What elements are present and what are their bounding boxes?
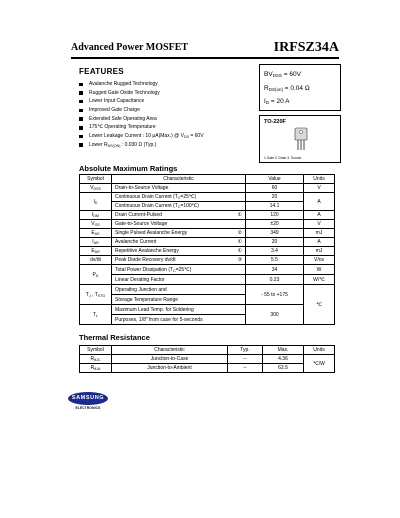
feature-item: Lower $R_{DS(ON)}$ : 0.030 Ω (Typ.)	[79, 141, 204, 150]
logo-subtext: ELECTRONICS	[75, 406, 101, 410]
table-row: $V_{DSS}$ Drain-to-Source Voltage 60 V	[80, 184, 335, 193]
thermal-table	[79, 345, 335, 373]
table-header: Symbol Characteristic Value Units	[80, 175, 335, 184]
table-row: dv/dt Peak Diode Recovery dv/dt ③ 5.5 V/ns	[80, 256, 335, 265]
table-row: $R_{\theta JA}$ Junction-to-Ambient -- 62.5	[80, 364, 335, 373]
table-row: $I_D$ Continuous Drain Current $(T_C=25℃)$ 20 A	[80, 193, 335, 202]
feature-item: 175℃ Operating Temperature	[79, 123, 204, 132]
features-title: FEATURES	[79, 67, 124, 76]
feature-item: Improved Gate Charge	[79, 106, 204, 115]
spec-rdson: $R_{DS(on)} = 0.04$ Ω	[264, 84, 310, 92]
table-row: Linear Derating Factor 0.23 W/℃	[80, 275, 335, 285]
samsung-logo	[68, 392, 108, 412]
spec-id: $I_D = 20$ A	[264, 98, 290, 105]
table-row: $V_{GS}$ Gate-to-Source Voltage ±20 V	[80, 220, 335, 229]
feature-item: Avalanche Rugged Technology	[79, 80, 204, 89]
table-header: Symbol Characteristic Typ. Max. Units	[80, 346, 335, 355]
table-row: Storage Temperature Range	[80, 295, 335, 305]
feature-item: Lower Input Capacitance	[79, 97, 204, 106]
package-pinout: 1.Gate 2. Drain 3. Source	[264, 156, 302, 160]
part-number: IRFSZ34A	[273, 40, 339, 55]
package-box	[259, 115, 341, 163]
to220f-package-icon	[288, 126, 314, 152]
table-row: $T_L$ Maximum Lead Temp. for Soldering 300	[80, 305, 335, 315]
table-row: $E_{AR}$ Repetitive Avalanche Energy ① 3.4 mJ	[80, 247, 335, 256]
abs-max-title: Absolute Maximum Ratings	[79, 164, 178, 173]
document-subtitle: Advanced Power MOSFET	[71, 42, 189, 53]
table-row: $I_{DM}$ Drain Current-Pulsed ① 120 A	[80, 211, 335, 220]
feature-item: Lower Leakage Current : 10 μA(Max.) @ $V_{DS} = 60V$	[79, 132, 204, 141]
package-name: TO-220F	[264, 119, 286, 125]
abs-max-table	[79, 174, 335, 325]
spec-bvdss: $BV_{DSS} = 60V$	[264, 71, 301, 78]
thermal-title: Thermal Resistance	[79, 333, 150, 342]
table-row: Purposes, 1/8" from case for 5-seconds	[80, 315, 335, 325]
document-header	[71, 40, 339, 56]
feature-item: Extended Safe Operating Area	[79, 115, 204, 124]
table-row: $R_{\theta JC}$ Junction-to-Case -- 4.36 ℃/W	[80, 355, 335, 364]
logo-brand: SAMSUNG	[68, 392, 108, 405]
table-row: $E_{AS}$ Single Pulsed Avalanche Energy ② 349 mJ	[80, 229, 335, 238]
table-row: $P_D$ Total Power Dissipation $(T_C=25℃)$ 34 W	[80, 265, 335, 275]
features-list	[79, 80, 204, 150]
table-row: $I_{AR}$ Avalanche Current ① 20 A	[80, 238, 335, 247]
table-row: $T_J$ , $T_{STG}$ Operating Junction and - 55 to +175 ℃	[80, 285, 335, 295]
feature-item: Rugged Gate Oxide Technology	[79, 89, 204, 98]
header-rule	[71, 57, 339, 59]
key-specs-box	[259, 64, 341, 111]
table-row: Continuous Drain Current $(T_C=100℃)$ 14.1	[80, 202, 335, 211]
